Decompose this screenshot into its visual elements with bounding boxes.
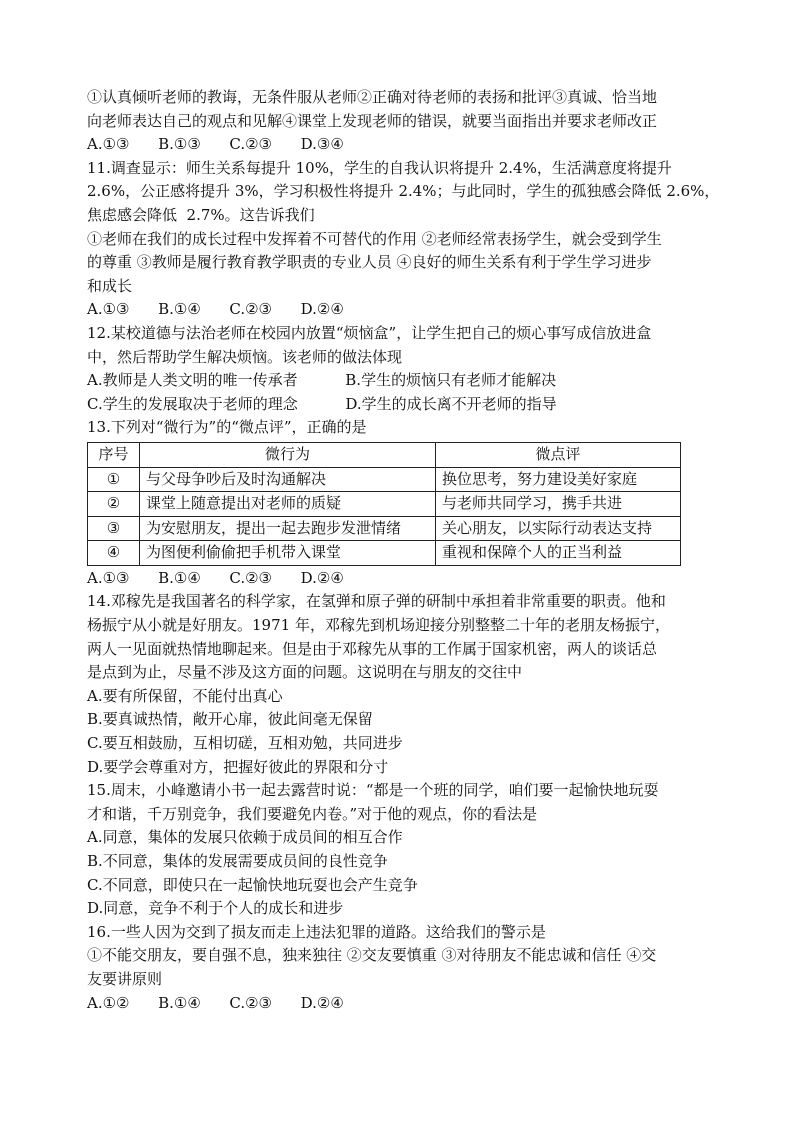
table-row [88,467,681,492]
table-header-comment: 微点评 [436,442,681,467]
q10-statement-line: 向老师表达自己的观点和见解④课堂上发现老师的错误，就要当面指出并要求老师改正 [87,111,658,130]
row-comment: 换位思考，努力建设美好家庭 [436,467,681,492]
q11-options: A.①③ B.①④ C.②③ D.②④ [87,300,344,319]
q16-statement-line: 友要讲原则 [87,969,163,988]
q15-stem-line: 15.周末，小峰邀请小书一起去露营时说：“都是一个班的同学，咱们要一起愉快地玩耍 [87,781,659,800]
q16-options: A.①② B.①④ C.②③ D.②④ [87,993,344,1012]
table-row [88,492,681,517]
q14-stem-line: 14.邓稼先是我国著名的科学家，在氢弹和原子弹的研制中承担着非常重要的职责。他和 [87,592,666,611]
q16-statement-line: ①不能交朋友，要自强不息，独来独往 ②交友要慎重 ③对待朋友不能忠诚和信任 ④交 [87,946,657,965]
q15-option-d: D.同意，竞争不利于个人的成长和进步 [87,899,344,918]
q11-statement-line: 和成长 [87,276,133,295]
row-number: ③ [88,516,140,541]
row-comment: 与老师共同学习，携手共进 [436,492,681,517]
question-13 [87,416,712,590]
table-header-row [88,442,681,467]
table-header-behavior: 微行为 [140,442,436,467]
row-comment: 关心朋友，以实际行动表达支持 [436,516,681,541]
q14-option-d: D.要学会尊重对方，把握好彼此的界限和分寸 [87,757,389,776]
q15-option-c: C.不同意，即使只在一起愉快地玩耍也会产生竞争 [87,875,418,894]
table-row [88,541,681,566]
q11-statement-line: ①老师在我们的成长过程中发挥着不可替代的作用 ②老师经常表扬学生，就会受到学生 [87,229,662,248]
q14-option-a: A.要有所保留，不能付出真心 [87,686,283,705]
q13-stem: 13.下列对“微行为”的“微点评”，正确的是 [87,418,367,437]
question-16 [87,921,712,1015]
q15-option-b: B.不同意，集体的发展需要成员间的良性竞争 [87,852,388,870]
row-number: ④ [88,541,140,566]
row-behavior: 为安慰朋友，提出一起去跑步发泄情绪 [140,516,436,541]
behavior-comment-table [87,442,681,566]
q15-option-a: A.同意，集体的发展只依赖于成员间的相互合作 [87,828,403,847]
q12-option-line: C.学生的发展取决于老师的理念 D.学生的成长离不开老师的指导 [87,394,557,413]
question-15 [87,779,712,921]
row-behavior: 课堂上随意提出对老师的质疑 [140,492,436,517]
q11-stem-line: 焦虑感会降低 2.7%。这告诉我们 [87,205,315,224]
q11-stem-line: 11.调查显示：师生关系每提升 10%，学生的自我认识将提升 2.4%，生活满意度将提升 [87,158,672,177]
question-14 [87,590,712,779]
q14-stem-line: 杨振宁从小就是好朋友。1971 年，邓稼先到机场迎接分别整整二十年的老朋友杨振宁， [87,616,670,635]
row-behavior: 为图便利偷偷把手机带入课堂 [140,541,436,566]
q10-options: A.①③ B.①③ C.②③ D.③④ [87,135,344,154]
q11-statement-line: 的尊重 ③教师是履行教育教学职责的专业人员 ④良好的师生关系有利于学生学习进步 [87,253,652,272]
q15-stem-line: 才和谐，千万别竞争，我们要避免内卷。”对于他的观点，你的看法是 [87,804,538,823]
row-number: ① [88,467,140,492]
exam-page [87,86,720,1015]
q13-options: A.①③ B.①④ C.②③ D.②④ [87,568,344,587]
q11-stem-line: 2.6%，公正感将提升 3%，学习积极性将提升 2.4%；与此同时，学生的孤独感会降低 2.6%， [87,182,720,201]
question-12 [87,322,712,416]
question-10 [87,86,712,157]
q14-option-b: B.要真诚热情，敞开心扉，彼此间毫无保留 [87,710,373,729]
question-11 [87,157,720,322]
q14-stem-line: 是点到为止，尽量不涉及这方面的问题。这说明在与朋友的交往中 [87,663,523,682]
table-header-number: 序号 [88,442,140,467]
row-number: ② [88,492,140,517]
q14-option-c: C.要互相鼓励，互相切磋，互相劝勉，共同进步 [87,734,403,753]
row-comment: 重视和保障个人的正当利益 [436,541,681,566]
q12-option-line: A.教师是人类文明的唯一传承者 B.学生的烦恼只有老师才能解决 [87,371,557,390]
row-behavior: 与父母争吵后及时沟通解决 [140,467,436,492]
q12-stem-line: 中，然后帮助学生解决烦恼。该老师的做法体现 [87,347,403,366]
q10-statement-line: ①认真倾听老师的教诲，无条件服从老师②正确对待老师的表扬和批评③真诚、恰当地 [87,88,658,106]
table-row [88,516,681,541]
q12-stem-line: 12.某校道德与法治老师在校园内放置“烦恼盒”，让学生把自己的烦心事写成信放进盒 [87,323,652,342]
q14-stem-line: 两人一见面就热情地聊起来。但是由于邓稼先从事的工作属于国家机密，两人的谈话总 [87,639,658,658]
q16-stem: 16.一些人因为交到了损友而走上违法犯罪的道路。这给我们的警示是 [87,922,546,941]
